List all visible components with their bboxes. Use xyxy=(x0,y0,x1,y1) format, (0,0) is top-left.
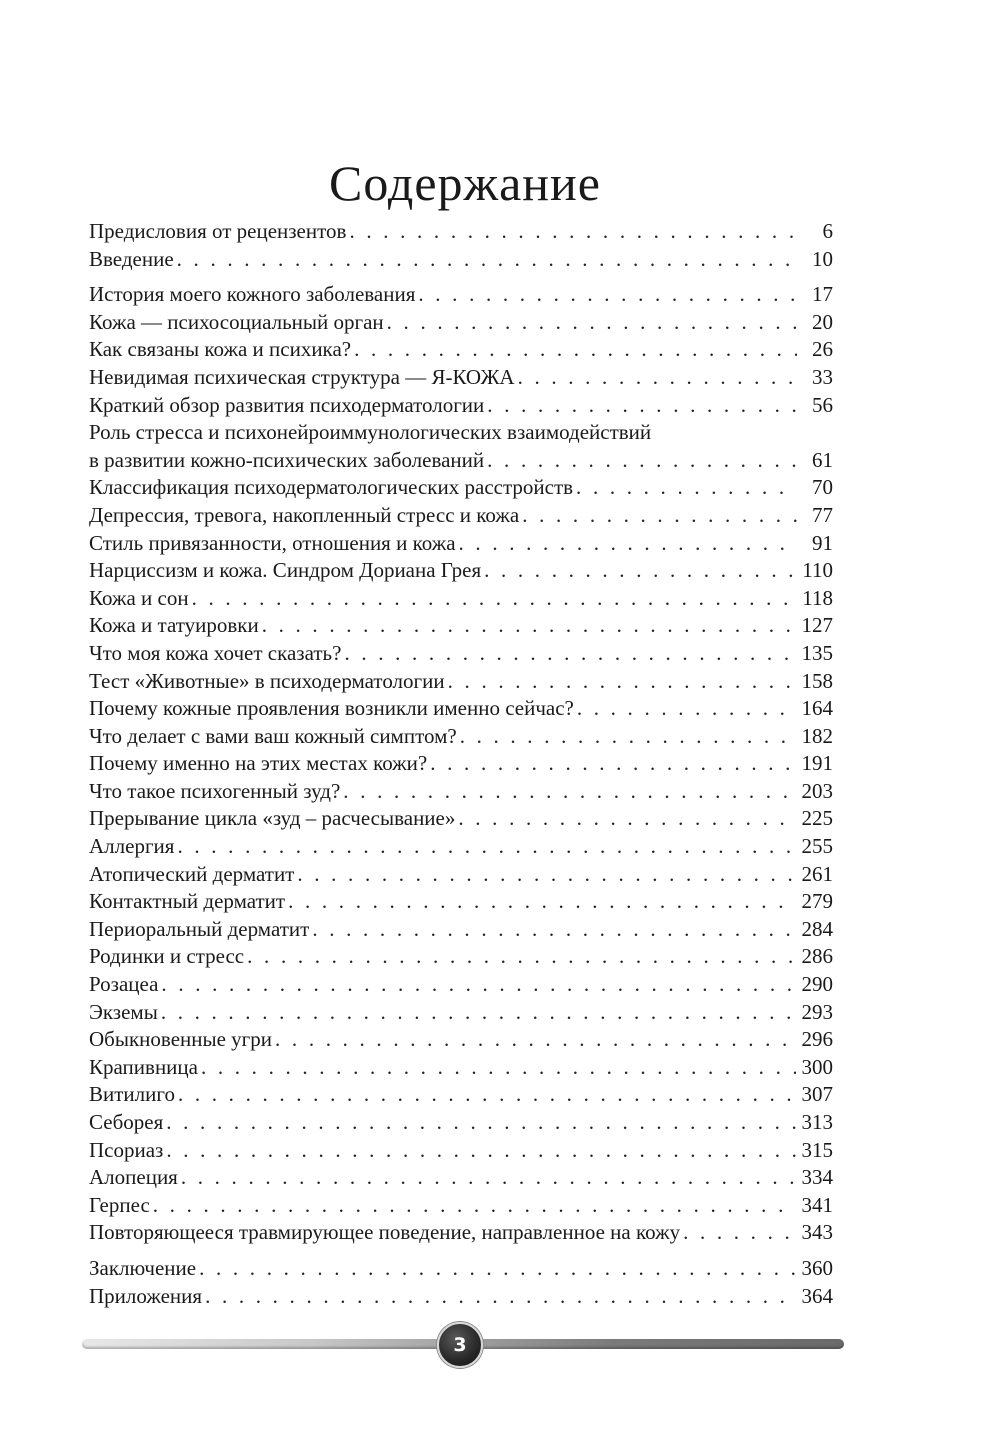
toc-entry-title: Кожа и татуировки xyxy=(89,612,262,640)
page-title: Содержание xyxy=(329,154,601,211)
toc-entry-page: 26 xyxy=(812,337,833,362)
toc-entry-page: 20 xyxy=(812,309,833,334)
dot-leader xyxy=(343,778,795,806)
toc-entry-page: 290 xyxy=(801,972,833,997)
dot-leader xyxy=(166,1137,795,1165)
toc-entry-page: 279 xyxy=(801,889,833,914)
toc-entry-page: 70 xyxy=(812,475,833,500)
toc-entry-title: Себорея xyxy=(89,1109,166,1137)
toc-entry-title: Псориаз xyxy=(89,1137,166,1165)
toc-entry xyxy=(89,246,833,274)
toc-entry-page: 313 xyxy=(801,1110,833,1134)
dot-leader xyxy=(297,861,795,889)
toc-entry xyxy=(89,1219,833,1247)
dot-leader xyxy=(418,281,797,309)
toc-entry-page: 300 xyxy=(801,1054,833,1079)
page-number-badge xyxy=(437,1322,483,1368)
toc-entry xyxy=(89,888,833,916)
toc-entry-title: Прерывание цикла «зуд – расчесывание» xyxy=(89,805,458,833)
toc-entry-page: 296 xyxy=(801,1027,833,1052)
toc-entry xyxy=(89,364,833,392)
dot-leader xyxy=(430,750,795,778)
toc-entry-title: Невидимая психическая структура — Я-КОЖА xyxy=(89,364,518,392)
toc-entry-title: Родинки и стресс xyxy=(89,943,247,971)
toc-entry xyxy=(89,474,833,502)
toc-entry-page: 364 xyxy=(801,1283,833,1308)
toc-entry xyxy=(89,1109,833,1137)
toc-entry-page: 341 xyxy=(801,1192,833,1217)
toc-entry xyxy=(89,640,833,668)
toc-entry xyxy=(89,281,833,309)
toc-entry-title: Что делает с вами ваш кожный симптом? xyxy=(89,723,460,751)
toc-entry-title: Крапивница xyxy=(89,1054,201,1082)
toc-entry-title: Витилиго xyxy=(89,1081,178,1109)
toc-entry-page: 203 xyxy=(801,778,833,803)
toc-entry xyxy=(89,1255,833,1283)
toc-entry xyxy=(89,309,833,337)
toc-entry xyxy=(89,502,833,530)
toc-entry xyxy=(89,861,833,889)
toc-entry xyxy=(89,218,833,246)
toc-entry-page: 343 xyxy=(801,1220,833,1245)
toc-entry-title: Экземы xyxy=(89,999,161,1027)
toc-entry-page: 135 xyxy=(801,640,833,665)
toc-entry-title: Обыкновенные угри xyxy=(89,1026,275,1054)
toc-entry-title: Что моя кожа хочет сказать? xyxy=(89,640,344,668)
toc-entry-title: Заключение xyxy=(89,1255,199,1283)
toc-entry-title: Классификация психодерматологических расстройств xyxy=(89,474,576,502)
toc-entry xyxy=(89,695,833,723)
toc-entry-page: 6 xyxy=(822,219,833,243)
toc-entry xyxy=(89,1081,833,1109)
dot-leader xyxy=(484,557,796,585)
toc-entry-page: 110 xyxy=(802,558,833,583)
toc-entry-page: 360 xyxy=(801,1255,833,1280)
toc-entry-page: 77 xyxy=(812,502,833,527)
dot-leader xyxy=(177,833,795,861)
toc-entry xyxy=(89,392,833,420)
toc-entry xyxy=(89,419,833,474)
dot-leader xyxy=(576,474,797,502)
toc-entry-page: 164 xyxy=(801,696,833,721)
dot-leader xyxy=(192,585,797,613)
dot-leader xyxy=(262,612,796,640)
toc-entry-page: 17 xyxy=(812,282,833,307)
toc-entry xyxy=(89,1192,833,1220)
dot-leader xyxy=(288,888,795,916)
toc-entry xyxy=(89,1164,833,1192)
toc-entry xyxy=(89,916,833,944)
toc-entry-title: Розацеа xyxy=(89,971,161,999)
dot-leader xyxy=(577,695,796,723)
toc-entry-title: Приложения xyxy=(89,1283,205,1311)
toc-entry-page: 33 xyxy=(812,364,833,389)
toc-entry xyxy=(89,833,833,861)
page-footer xyxy=(82,1322,846,1366)
toc-entry xyxy=(89,668,833,696)
toc-entry-page: 334 xyxy=(801,1165,833,1190)
toc-entry-title: Почему именно на этих местах кожи? xyxy=(89,750,430,778)
toc-entry-title: Стиль привязанности, отношения и кожа xyxy=(89,530,459,558)
dot-leader xyxy=(201,1054,796,1082)
toc-entry xyxy=(89,805,833,833)
toc-entry xyxy=(89,1054,833,1082)
toc-entry xyxy=(89,557,833,585)
toc-entry xyxy=(89,723,833,751)
dot-leader xyxy=(459,530,797,558)
toc-entry-title: Тест «Животные» в психодерматологии xyxy=(89,668,448,696)
toc-entry-title: Аллергия xyxy=(89,833,177,861)
toc-entry xyxy=(89,943,833,971)
toc-entry-title: в развитии кожно-психических заболеваний xyxy=(89,447,487,475)
toc-entry xyxy=(89,999,833,1027)
toc-entry-title: Повторяющееся травмирующее поведение, направленное на кожу xyxy=(89,1219,683,1247)
dot-leader xyxy=(205,1283,795,1311)
toc-entry-title: Предисловия от рецензентов xyxy=(89,218,349,246)
toc-entry xyxy=(89,530,833,558)
toc-entry-title: Атопический дерматит xyxy=(89,861,297,889)
toc-entry-title: Кожа и сон xyxy=(89,585,192,613)
toc-entry-title-line1: Роль стресса и психонейроиммунологических взаимодействий xyxy=(89,420,652,445)
toc-entry-title: Введение xyxy=(89,246,177,274)
toc-entry xyxy=(89,1026,833,1054)
dot-leader xyxy=(683,1219,795,1247)
dot-leader xyxy=(344,640,795,668)
dot-leader xyxy=(387,309,797,337)
toc-entry-page: 293 xyxy=(801,999,833,1024)
dot-leader xyxy=(487,447,797,475)
toc-entry-page: 315 xyxy=(801,1137,833,1162)
toc-entry-page: 91 xyxy=(812,530,833,555)
dot-leader xyxy=(247,943,795,971)
dot-leader xyxy=(354,336,797,364)
toc-entry xyxy=(89,336,833,364)
dot-leader xyxy=(487,392,797,420)
dot-leader xyxy=(458,805,795,833)
dot-leader xyxy=(181,1164,796,1192)
table-of-contents xyxy=(89,218,833,1310)
dot-leader xyxy=(275,1026,795,1054)
dot-leader xyxy=(522,502,797,530)
dot-leader xyxy=(153,1192,796,1220)
toc-entry xyxy=(89,585,833,613)
dot-leader xyxy=(161,999,796,1027)
dot-leader xyxy=(178,1081,796,1109)
toc-entry-page: 118 xyxy=(802,585,833,610)
dot-leader xyxy=(199,1255,795,1283)
toc-entry-title: Почему кожные проявления возникли именно сейчас? xyxy=(89,695,577,723)
dot-leader xyxy=(177,246,797,274)
toc-entry xyxy=(89,750,833,778)
toc-entry-page: 10 xyxy=(812,246,833,271)
dot-leader xyxy=(166,1109,795,1137)
toc-entry xyxy=(89,971,833,999)
dot-leader xyxy=(460,723,796,751)
toc-entry-title: Периоральный дерматит xyxy=(89,916,312,944)
toc-entry-page: 284 xyxy=(801,916,833,941)
toc-entry-title: Что такое психогенный зуд? xyxy=(89,778,343,806)
toc-entry-title: Нарциссизм и кожа. Синдром Дориана Грея xyxy=(89,557,484,585)
toc-entry xyxy=(89,778,833,806)
toc-entry xyxy=(89,612,833,640)
toc-entry-title: История моего кожного заболевания xyxy=(89,281,418,309)
toc-entry xyxy=(89,1283,833,1311)
toc-entry-page: 255 xyxy=(801,834,833,859)
toc-entry xyxy=(89,1137,833,1165)
toc-entry-page: 158 xyxy=(801,668,833,693)
toc-entry-page: 182 xyxy=(801,723,833,748)
toc-entry-title: Как связаны кожа и психика? xyxy=(89,336,354,364)
page-number: 3 xyxy=(453,1334,467,1356)
toc-entry-page: 127 xyxy=(801,613,833,638)
toc-entry-title: Герпес xyxy=(89,1192,153,1220)
dot-leader xyxy=(448,668,796,696)
toc-entry-title: Алопеция xyxy=(89,1164,181,1192)
toc-entry-page: 286 xyxy=(801,944,833,969)
dot-leader xyxy=(161,971,795,999)
toc-entry-page: 261 xyxy=(801,861,833,886)
toc-entry-page: 61 xyxy=(812,447,833,472)
toc-entry-page: 225 xyxy=(801,806,833,831)
toc-entry-title: Депрессия, тревога, накопленный стресс и кожа xyxy=(89,502,522,530)
toc-entry-page: 191 xyxy=(801,751,833,776)
dot-leader xyxy=(312,916,795,944)
toc-entry-title: Кожа — психосоциальный орган xyxy=(89,309,387,337)
dot-leader xyxy=(349,218,797,246)
toc-entry-title: Контактный дерматит xyxy=(89,888,288,916)
toc-entry-page: 307 xyxy=(801,1082,833,1107)
dot-leader xyxy=(518,364,797,392)
toc-entry-title: Краткий обзор развития психодерматологии xyxy=(89,392,487,420)
toc-entry-page: 56 xyxy=(812,392,833,417)
